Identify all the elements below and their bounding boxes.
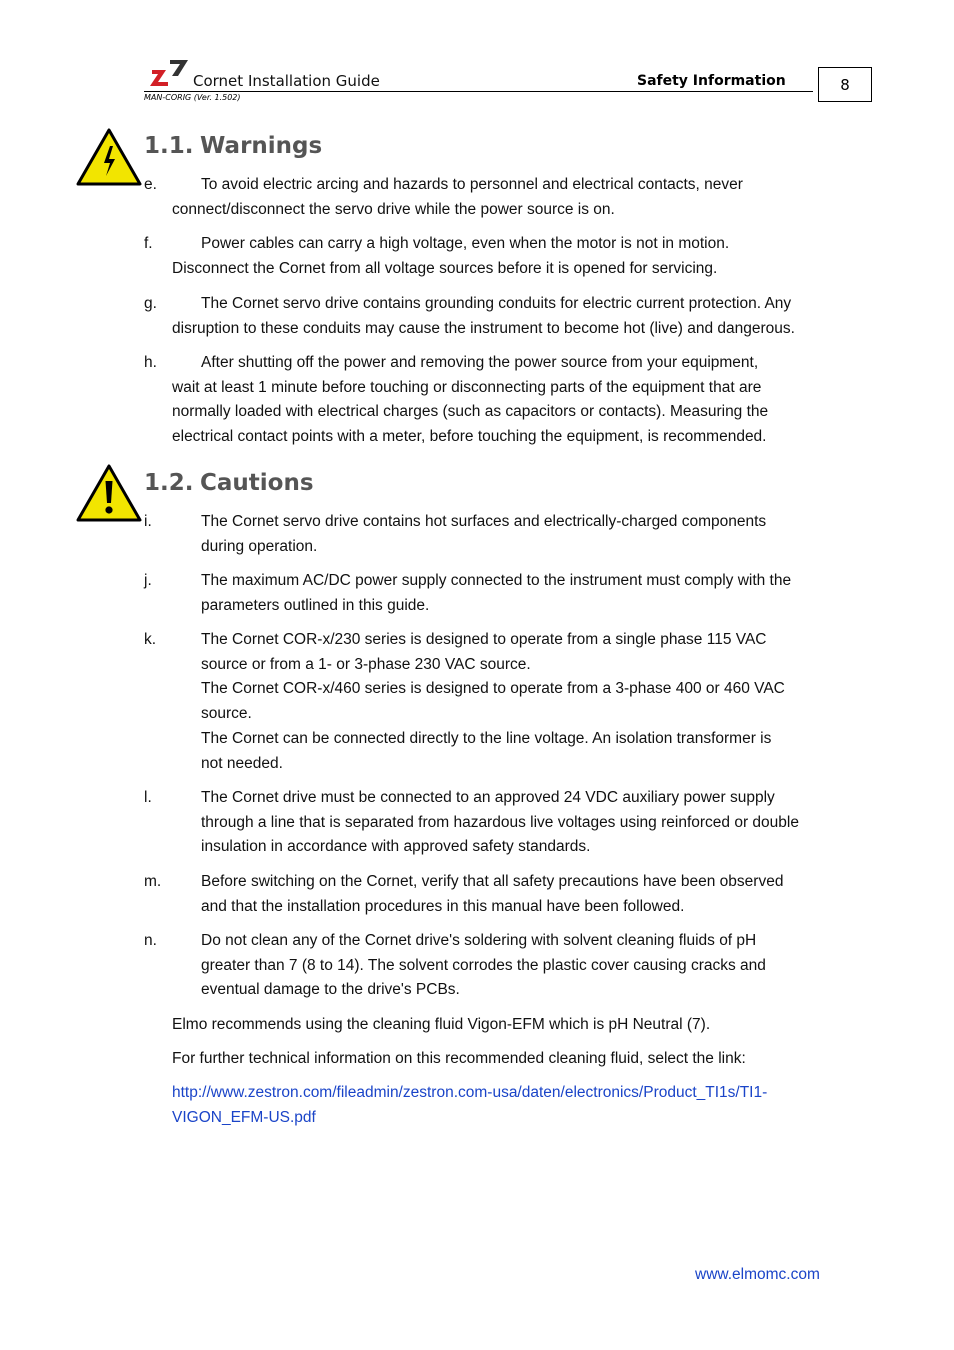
list-item-text: The Cornet drive must be connected to an approved 24 VDC auxiliary power supply (201, 789, 775, 806)
section-number: 1.1. (144, 133, 194, 159)
exclamation-caution-icon (76, 464, 142, 522)
list-item (144, 173, 834, 222)
list-item-text: not needed. (201, 754, 283, 772)
list-item-text: Before switching on the Cornet, verify that all safety precautions have been observed (201, 873, 784, 890)
high-voltage-warning-icon (76, 128, 142, 186)
list-item-text: Power cables can carry a high voltage, even when the motor is not in motion. (201, 235, 730, 252)
list-item-text: source or from a 1- or 3-phase 230 VAC source. (201, 655, 531, 673)
section-heading-warnings (144, 133, 322, 159)
list-marker: g. (144, 295, 157, 312)
list-item-text: wait at least 1 minute before touching or disconnecting parts of the equipment that are (172, 378, 762, 396)
document-title: Cornet Installation Guide (193, 72, 380, 90)
list-item-text: greater than 7 (8 to 14). The solvent corrodes the plastic cover causing cracks and (201, 956, 766, 974)
list-item (144, 569, 834, 618)
list-item-text: The Cornet COR-x/460 series is designed to operate from a 3-phase 400 or 460 VAC (201, 680, 785, 698)
list-item-text: during operation. (201, 537, 318, 555)
list-item (144, 351, 834, 450)
list-marker: l. (144, 789, 152, 806)
list-item-text: Disconnect the Cornet from all voltage sources before it is opened for servicing. (172, 259, 718, 277)
list-item-text: The Cornet servo drive contains grounding conduits for electric current protection. Any (201, 295, 792, 312)
list-marker: m. (144, 873, 162, 890)
list-item (144, 628, 834, 776)
list-item-text: and that the installation procedures in this manual have been followed. (201, 897, 685, 915)
header-section-name: Safety Information (637, 73, 786, 89)
elmo-logo-icon (148, 58, 190, 88)
list-item-text: normally loaded with electrical charges (such as capacitors or contacts). Measuring the (172, 403, 769, 421)
list-marker: n. (144, 932, 157, 949)
list-item-text: connect/disconnect the servo drive while the power source is on. (172, 200, 615, 218)
document-version: MAN-CORIG (Ver. 1.502) (144, 93, 241, 102)
cleaning-fluid-link[interactable] (172, 1081, 832, 1130)
list-item (144, 292, 834, 341)
list-item (144, 232, 834, 281)
link-line[interactable]: http://www.zestron.com/fileadmin/zestron.com-usa/daten/electronics/Product_TI1s/TI1- (172, 1084, 768, 1101)
section-heading-cautions (144, 470, 314, 496)
list-item-text: The Cornet servo drive contains hot surfaces and electrically-charged components (201, 513, 767, 530)
header-divider (144, 91, 813, 92)
list-marker: j. (144, 572, 152, 589)
cleaning-fluid-recommendation: Elmo recommends using the cleaning fluid Vigon-EFM which is pH Neutral (7). (172, 1016, 711, 1033)
list-item-text: insulation in accordance with approved safety standards. (201, 838, 591, 856)
list-item-text: through a line that is separated from hazardous live voltages using reinforced or double (201, 813, 799, 831)
list-item-text: source. (201, 705, 252, 723)
list-item-text: To avoid electric arcing and hazards to personnel and electrical contacts, never (201, 176, 743, 193)
list-item-text: electrical contact points with a meter, before touching the equipment, is recommended. (172, 428, 767, 446)
list-item-text: eventual damage to the drive's PCBs. (201, 981, 460, 999)
section-number: 1.2. (144, 470, 194, 496)
list-item (144, 510, 834, 559)
list-marker: e. (144, 176, 157, 193)
page-number: 8 (818, 67, 872, 102)
list-item-text: The Cornet COR-x/230 series is designed to operate from a single phase 115 VAC (201, 631, 767, 648)
list-item-text: parameters outlined in this guide. (201, 596, 430, 614)
list-item (144, 870, 834, 919)
list-item (144, 786, 834, 860)
list-marker: k. (144, 631, 157, 648)
further-info-text: For further technical information on this recommended cleaning fluid, select the link: (172, 1050, 746, 1067)
list-item-text: After shutting off the power and removing the power source from your equipment, (201, 354, 759, 371)
section-title: Warnings (200, 133, 323, 159)
list-item-text: Do not clean any of the Cornet drive's soldering with solvent cleaning fluids of pH (201, 932, 757, 949)
list-item-text: The maximum AC/DC power supply connected to the instrument must comply with the (201, 572, 792, 589)
footer-website-link[interactable]: www.elmomc.com (695, 1266, 820, 1283)
list-item-text: disruption to these conduits may cause the instrument to become hot (live) and dangerous. (172, 319, 795, 337)
list-marker: i. (144, 513, 152, 530)
section-title: Cautions (200, 470, 314, 496)
link-line[interactable]: VIGON_EFM-US.pdf (172, 1108, 316, 1126)
list-marker: f. (144, 235, 153, 252)
list-item-text: The Cornet can be connected directly to the line voltage. An isolation transformer is (201, 729, 772, 747)
list-marker: h. (144, 354, 157, 371)
list-item (144, 929, 834, 1003)
